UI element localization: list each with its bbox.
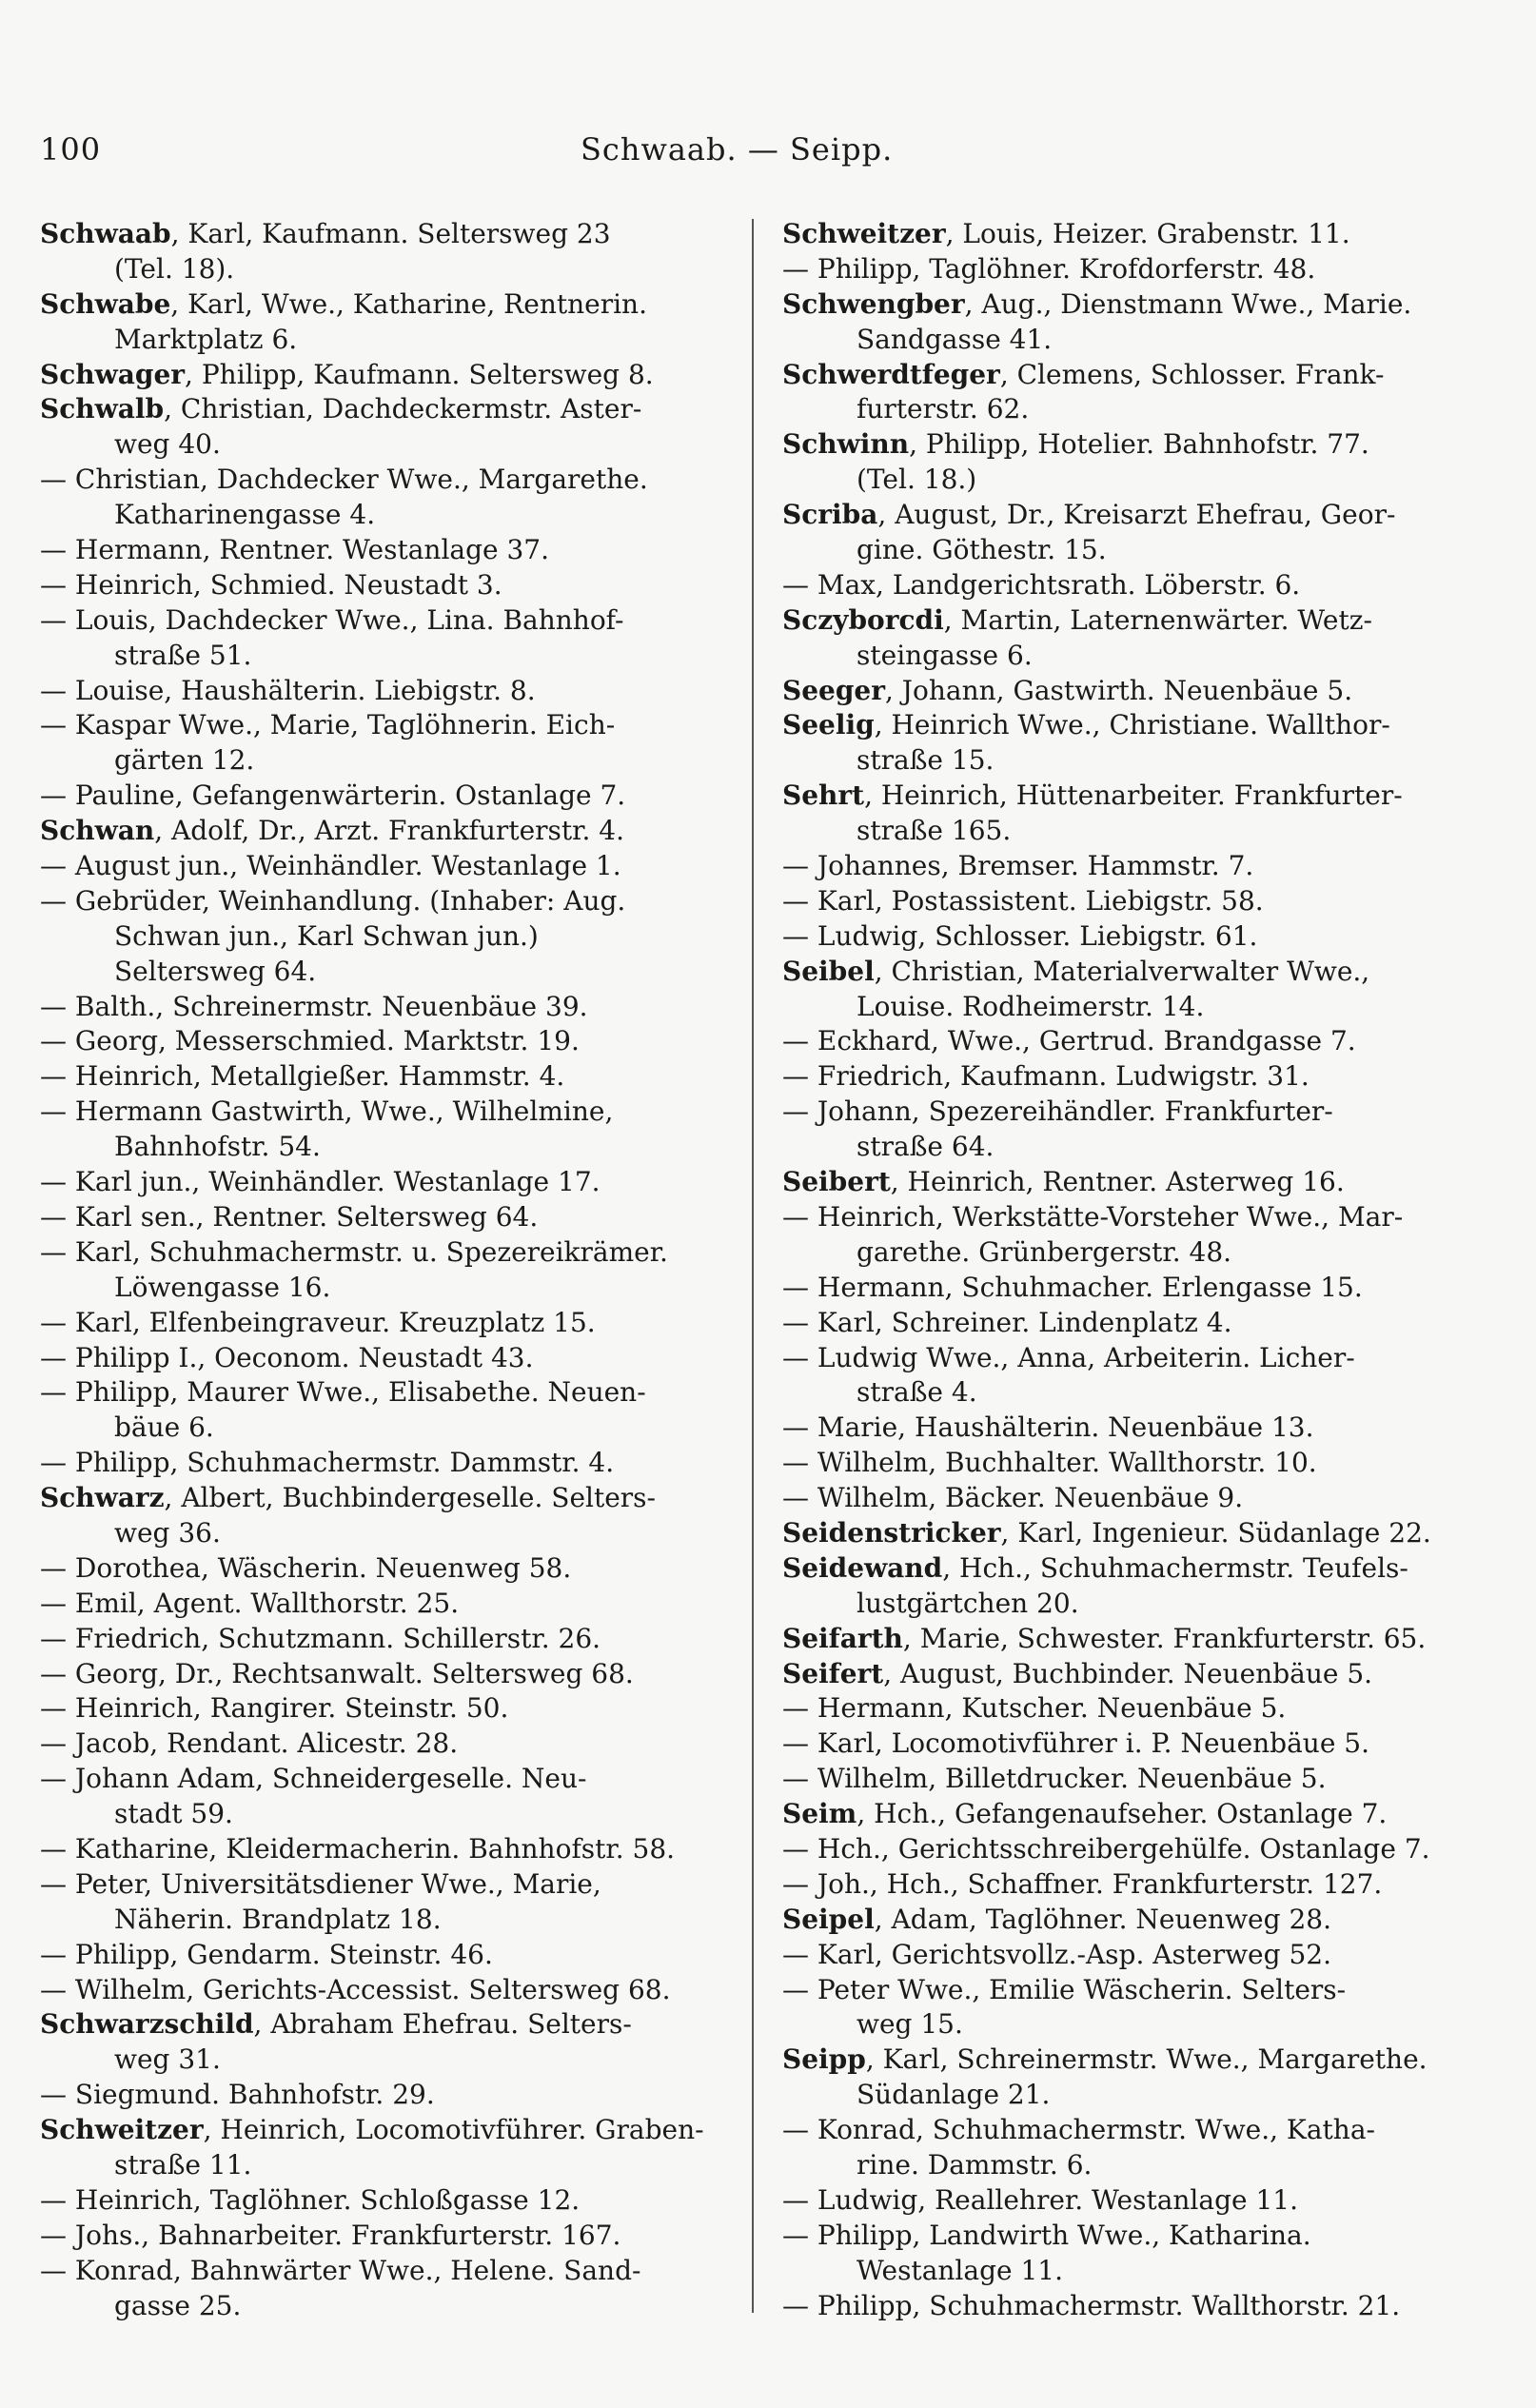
directory-entry-line: Sehrt, Heinrich, Hüttenarbeiter. Frankfurter- [782, 780, 1403, 812]
directory-entry-line: — Philipp, Schuhmachermstr. Wallthorstr. 21. [782, 2289, 1401, 2321]
directory-entry-line: Schwabe, Karl, Wwe., Katharine, Rentnerin. [40, 287, 647, 320]
directory-entry-line: — Hch., Gerichtsschreibergehülfe. Ostanlage 7. [782, 1832, 1430, 1865]
directory-entry-line: — Georg, Messerschmied. Marktstr. 19. [40, 1025, 580, 1057]
directory-entry-line: — Heinrich, Taglöhner. Schloßgasse 12. [40, 2183, 581, 2216]
directory-entry-line: — Georg, Dr., Rechtsanwalt. Seltersweg 68. [40, 1657, 634, 1689]
directory-entry-line: — Marie, Haushälterin. Neuenbäue 13. [782, 1411, 1314, 1444]
entry-continuation-line: lustgärtchen 20. [857, 1587, 1079, 1619]
entry-continuation-line: gasse 25. [114, 2289, 242, 2321]
left-column [40, 217, 733, 2323]
directory-entry-line: — August jun., Weinhändler. Westanlage 1. [40, 850, 621, 882]
entry-continuation-line: straße 165. [857, 815, 1012, 847]
entry-continuation-line: bäue 6. [114, 1411, 214, 1444]
directory-entry-line: — Philipp, Maurer Wwe., Elisabethe. Neuen- [40, 1376, 646, 1409]
directory-entry-line: — Louise, Haushälterin. Liebigstr. 8. [40, 674, 536, 706]
directory-entry-line: Seim, Hch., Gefangenaufseher. Ostanlage 7. [782, 1798, 1388, 1830]
entry-continuation-line: Marktplatz 6. [114, 323, 298, 355]
directory-entry-line: Schwarz, Albert, Buchbindergeselle. Selters- [40, 1482, 657, 1514]
page-number: 100 [40, 131, 102, 168]
entry-continuation-line: straße 4. [857, 1376, 977, 1409]
directory-entry-line: — Wilhelm, Gerichts-Accessist. Seltersweg 68. [40, 1973, 671, 2005]
directory-entry-line: — Dorothea, Wäscherin. Neuenweg 58. [40, 1551, 572, 1584]
directory-entry-line: — Philipp, Schuhmachermstr. Dammstr. 4. [40, 1447, 615, 1479]
directory-entry-line: Schwerdtfeger, Clemens, Schlosser. Frank- [782, 358, 1385, 390]
entry-continuation-line: Näherin. Brandplatz 18. [114, 1903, 442, 1935]
directory-entry-line: — Emil, Agent. Wallthorstr. 25. [40, 1587, 460, 1619]
directory-entry-line: — Friedrich, Kaufmann. Ludwigstr. 31. [782, 1060, 1310, 1093]
directory-entry-line: — Philipp, Gendarm. Steinstr. 46. [40, 1938, 493, 1970]
entry-continuation-line: straße 64. [857, 1131, 994, 1163]
directory-entry-line: Schwalb, Christian, Dachdeckermstr. Aster- [40, 393, 642, 425]
directory-entry-line: — Johannes, Bremser. Hammstr. 7. [782, 850, 1254, 882]
entry-continuation-line: stadt 59. [114, 1798, 233, 1830]
directory-entry-line: — Heinrich, Rangirer. Steinstr. 50. [40, 1692, 509, 1725]
directory-entry-line: — Peter, Universitätsdiener Wwe., Marie, [40, 1867, 601, 1900]
directory-entry-line: — Eckhard, Wwe., Gertrud. Brandgasse 7. [782, 1025, 1356, 1057]
directory-entry-line: — Wilhelm, Bäcker. Neuenbäue 9. [782, 1482, 1244, 1514]
directory-entry-line: — Joh., Hch., Schaffner. Frankfurterstr. 127. [782, 1867, 1383, 1900]
directory-entry-line: — Hermann, Schuhmacher. Erlengasse 15. [782, 1271, 1363, 1303]
directory-entry-line: — Johann Adam, Schneidergeselle. Neu- [40, 1763, 587, 1795]
directory-entry-line: — Karl, Gerichtsvollz.-Asp. Asterweg 52. [782, 1938, 1331, 1970]
directory-entry-line: — Wilhelm, Billetdrucker. Neuenbäue 5. [782, 1763, 1327, 1795]
directory-entry-line: — Philipp, Landwirth Wwe., Katharina. [782, 2219, 1311, 2251]
directory-entry-line: Seipel, Adam, Taglöhner. Neuenweg 28. [782, 1903, 1331, 1935]
directory-entry-line: — Louis, Dachdecker Wwe., Lina. Bahnhof- [40, 603, 624, 636]
entry-continuation-line: Löwengasse 16. [114, 1271, 331, 1303]
directory-entry-line: — Jacob, Rendant. Alicestr. 28. [40, 1727, 459, 1760]
directory-entry-line: — Karl, Schreiner. Lindenplatz 4. [782, 1306, 1232, 1338]
directory-entry-line: — Peter Wwe., Emilie Wäscherin. Selters- [782, 1973, 1347, 2005]
directory-entry-line: Seeger, Johann, Gastwirth. Neuenbäue 5. [782, 674, 1353, 706]
entry-continuation-line: gine. Göthestr. 15. [857, 534, 1107, 566]
entry-continuation-line: (Tel. 18.) [857, 464, 977, 496]
directory-entry-line: Schwengber, Aug., Dienstmann Wwe., Marie. [782, 287, 1412, 320]
directory-entry-line: — Heinrich, Metallgießer. Hammstr. 4. [40, 1060, 565, 1093]
directory-entry-line: — Karl, Schuhmachermstr. u. Spezereikrämer. [40, 1235, 668, 1268]
entry-continuation-line: straße 15. [857, 744, 994, 777]
directory-entry-line: — Philipp, Taglöhner. Krofdorferstr. 48. [782, 252, 1316, 285]
directory-entry-line: Sczyborcdi, Martin, Laternenwärter. Wetz- [782, 603, 1372, 636]
directory-entry-line: Seelig, Heinrich Wwe., Christiane. Wallthor- [782, 709, 1390, 741]
directory-entry-line: — Karl, Elfenbeingraveur. Kreuzplatz 15. [40, 1306, 596, 1338]
entry-continuation-line: garethe. Grünbergerstr. 48. [857, 1235, 1232, 1268]
directory-entry-line: Schweitzer, Louis, Heizer. Grabenstr. 11. [782, 218, 1350, 249]
directory-entry-line: — Balth., Schreinermstr. Neuenbäue 39. [40, 990, 588, 1022]
directory-entry-line: — Katharine, Kleidermacherin. Bahnhofstr. 58. [40, 1832, 676, 1865]
directory-entry-line: Seifert, August, Buchbinder. Neuenbäue 5. [782, 1657, 1373, 1689]
directory-entry-line: — Ludwig, Schlosser. Liebigstr. 61. [782, 919, 1258, 952]
entry-continuation-line: gärten 12. [114, 744, 255, 777]
entry-continuation-line: weg 31. [114, 2043, 221, 2076]
running-head: Schwaab. — Seipp. [581, 131, 894, 168]
directory-entry-line: Scriba, August, Dr., Kreisarzt Ehefrau, Geor- [782, 499, 1396, 531]
directory-entry-line: — Christian, Dachdecker Wwe., Margarethe. [40, 464, 648, 496]
directory-entry-line: — Johann, Spezereihändler. Frankfurter- [782, 1095, 1333, 1128]
directory-entry-line: — Philipp I., Oeconom. Neustadt 43. [40, 1341, 534, 1373]
directory-entry-line: — Kaspar Wwe., Marie, Taglöhnerin. Eich- [40, 709, 616, 741]
entry-continuation-line: weg 36. [114, 1516, 221, 1549]
entry-continuation-line: Sandgasse 41. [857, 323, 1053, 355]
directory-entry-line: — Karl sen., Rentner. Seltersweg 64. [40, 1200, 539, 1233]
directory-entry-line: — Heinrich, Werkstätte-Vorsteher Wwe., Mar- [782, 1200, 1404, 1233]
entry-continuation-line: Bahnhofstr. 54. [114, 1131, 321, 1163]
entry-continuation-line: Schwan jun., Karl Schwan jun.) [114, 919, 539, 952]
column-divider [752, 219, 754, 2313]
entry-continuation-line: weg 40. [114, 428, 221, 461]
directory-entry-line: — Karl, Locomotivführer i. P. Neuenbäue 5. [782, 1727, 1370, 1760]
directory-entry-line: — Ludwig Wwe., Anna, Arbeiterin. Licher- [782, 1341, 1355, 1373]
entry-continuation-line: weg 15. [857, 2008, 963, 2041]
entry-continuation-line: rine. Dammstr. 6. [857, 2148, 1093, 2181]
entry-continuation-line: steingasse 6. [857, 639, 1033, 671]
entry-continuation-line: Südanlage 21. [857, 2079, 1051, 2111]
entry-continuation-line: Katharinengasse 4. [114, 499, 376, 531]
directory-entry-line: — Ludwig, Reallehrer. Westanlage 11. [782, 2183, 1299, 2216]
directory-entry-line: — Gebrüder, Weinhandlung. (Inhaber: Aug. [40, 884, 626, 917]
directory-entry-line: — Konrad, Schuhmachermstr. Wwe., Katha- [782, 2114, 1375, 2146]
directory-entry-line: — Max, Landgerichtsrath. Löberstr. 6. [782, 568, 1301, 601]
directory-entry-line: — Pauline, Gefangenwärterin. Ostanlage 7. [40, 780, 626, 812]
directory-entry-line: — Hermann, Kutscher. Neuenbäue 5. [782, 1692, 1287, 1725]
entry-continuation-line: Westanlage 11. [857, 2254, 1063, 2286]
directory-entry-line: — Karl, Postassistent. Liebigstr. 58. [782, 884, 1264, 917]
directory-entry-line: Seidewand, Hch., Schuhmachermstr. Teufels- [782, 1551, 1408, 1584]
directory-entry-line: — Friedrich, Schutzmann. Schillerstr. 26. [40, 1622, 601, 1654]
entry-continuation-line: (Tel. 18). [114, 252, 235, 285]
directory-entry-line: — Heinrich, Schmied. Neustadt 3. [40, 568, 502, 601]
right-column [782, 217, 1475, 2323]
directory-entry-line: Seidenstricker, Karl, Ingenieur. Südanlage 22. [782, 1516, 1431, 1549]
directory-entry-line: Schwan, Adolf, Dr., Arzt. Frankfurterstr. 4. [40, 815, 624, 847]
directory-entry-line: — Konrad, Bahnwärter Wwe., Helene. Sand- [40, 2254, 641, 2286]
directory-entry-line: Seifarth, Marie, Schwester. Frankfurterstr. 65. [782, 1622, 1427, 1654]
directory-entry-line: Schwinn, Philipp, Hotelier. Bahnhofstr. 77. [782, 428, 1369, 461]
directory-entry-line: — Siegmund. Bahnhofstr. 29. [40, 2079, 435, 2111]
directory-entry-line: — Hermann Gastwirth, Wwe., Wilhelmine, [40, 1095, 614, 1128]
entry-continuation-line: Louise. Rodheimerstr. 14. [857, 990, 1205, 1022]
entry-continuation-line: furterstr. 62. [857, 393, 1030, 425]
directory-entry-line: Schwaab, Karl, Kaufmann. Seltersweg 23 [40, 218, 611, 249]
directory-entry-line: Schwager, Philipp, Kaufmann. Seltersweg 8. [40, 358, 654, 390]
directory-entry-line: Seibert, Heinrich, Rentner. Asterweg 16. [782, 1166, 1345, 1198]
directory-entry-line: Schweitzer, Heinrich, Locomotivführer. Graben- [40, 2114, 704, 2146]
entry-continuation-line: straße 11. [114, 2148, 252, 2181]
directory-entry-line: — Wilhelm, Buchhalter. Wallthorstr. 10. [782, 1447, 1317, 1479]
directory-entry-line: Seibel, Christian, Materialverwalter Wwe., [782, 955, 1370, 987]
entry-continuation-line: Seltersweg 64. [114, 955, 317, 987]
entry-continuation-line: straße 51. [114, 639, 252, 671]
directory-entry-line: Seipp, Karl, Schreinermstr. Wwe., Margarethe. [782, 2043, 1428, 2076]
directory-entry-line: — Johs., Bahnarbeiter. Frankfurterstr. 167. [40, 2219, 621, 2251]
directory-entry-line: — Karl jun., Weinhändler. Westanlage 17. [40, 1166, 601, 1198]
directory-entry-line: Schwarzschild, Abraham Ehefrau. Selters- [40, 2008, 632, 2041]
directory-entry-line: — Hermann, Rentner. Westanlage 37. [40, 534, 550, 566]
